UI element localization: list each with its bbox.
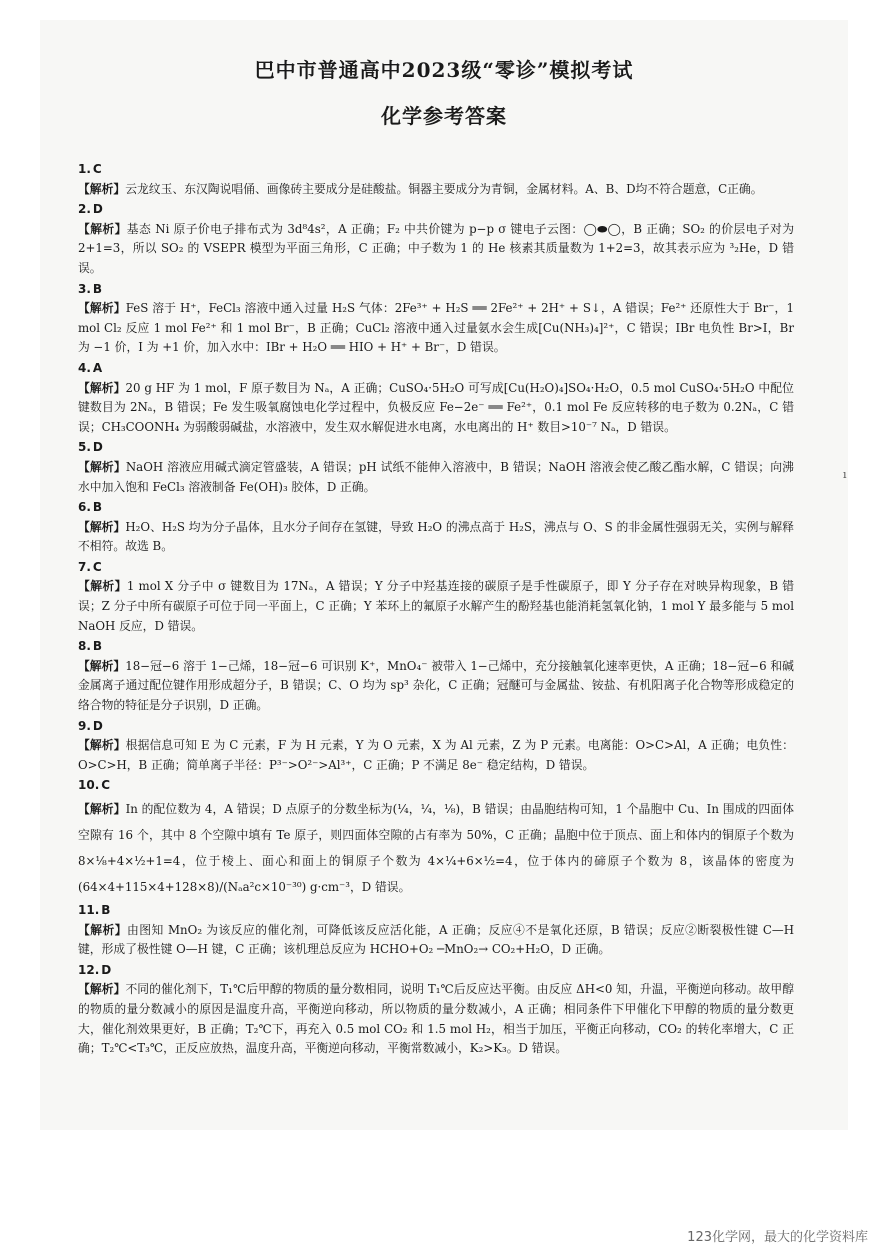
- question-8: [78, 637, 794, 715]
- answer-letter: C: [101, 778, 111, 793]
- answer-list: [78, 160, 794, 1060]
- explanation-label: 【解析】: [78, 519, 126, 534]
- question-number: 12.: [78, 962, 100, 977]
- answer-letter: D: [92, 202, 103, 217]
- explanation-text: FeS 溶于 H⁺，FeCl₃ 溶液中通入过量 H₂S 气体：2Fe³⁺ + H₂S ══ 2Fe²⁺ + 2H⁺ + S↓，A 错误；Fe²⁺ 还原性大于 Br⁻，1 mol Cl₂ 反应 1 mol Fe²⁺ 和 1 mol Br⁻，B 正确；CuCl₂ 溶液中通入过量氨水会生成[Cu(NH₃)₄]²⁺，C 错误；IBr 电负性 Br>I，Br 为 −1 价，I 为 +1 价，加入水中：IBr + H₂O ══ HIO + H⁺ + Br⁻，D 错误。: [78, 301, 794, 355]
- explanation-text: 1 mol X 分子中 σ 键数目为 17Nₐ，A 错误；Y 分子中羟基连接的碳原子是手性碳原子，即 Y 分子存在对映异构现象，B 错误；Z 分子中所有碳原子可位于同一平面上，C 正确；Y 苯环上的氟原子水解产生的酚羟基也能消耗氢氧化钠，1 mol Y 最多能与 5 mol NaOH 反应，D 错误。: [78, 579, 794, 633]
- explanation-text: H₂O、H₂S 均为分子晶体，且水分子间存在氢键，导致 H₂O 的沸点高于 H₂S，沸点与 O、S 的非金属性强弱无关，实例与解释不相符。故选 B。: [78, 519, 794, 554]
- explanation-label: 【解析】: [78, 221, 127, 236]
- explanation-label: 【解析】: [78, 380, 126, 395]
- question-number: 6.: [78, 500, 91, 515]
- explanation-text: 不同的催化剂下，T₁℃后甲醇的物质的量分数相同，说明 T₁℃后反应达平衡。由反应 ΔH<0 知，升温，平衡逆向移动。故甲醇的物质的量分数减小的原因是温度升高，平衡逆向移动，所以物质的量分数减小，A 正确；相同条件下甲催化下甲醇的物质的量分数更大，催化剂效果更好，B 正确；T₂℃下，再充入 0.5 mol CO₂ 和 1.5 mol H₂，相当于加压，平衡正向移动，CO₂ 的转化率增大，C 正确；T₂℃<T₃℃，正反应放热，温度升高，平衡逆向移动，平衡常数减小，K₂>K₃。D 错误。: [78, 982, 794, 1056]
- answer-letter: D: [92, 440, 103, 455]
- question-11: [78, 901, 794, 960]
- question-10: [78, 776, 794, 900]
- answer-letter: C: [92, 162, 102, 176]
- question-6: [78, 498, 794, 557]
- explanation-label: 【解析】: [78, 658, 126, 673]
- question-7: [78, 558, 794, 636]
- answer-letter: B: [92, 500, 103, 515]
- explanation-label: 【解析】: [78, 181, 126, 196]
- question-number: 8.: [78, 639, 91, 654]
- answer-letter: B: [92, 281, 103, 296]
- explanation-text: 基态 Ni 原子价电子排布式为 3d⁸4s²，A 正确；F₂ 中共价键为 p−p σ 键电子云图：◯⬬◯，B 正确；SO₂ 的价层电子对为 2+1=3，所以 SO₂ 的 VSEPR 模型为平面三角形，C 正确；中子数为 1 的 He 核素其质量数为 1+2=3，故其表示应为 ³₂He，D 错误。: [78, 221, 794, 275]
- question-5: [78, 438, 794, 497]
- question-number: 4.: [78, 360, 91, 375]
- page-subtitle: 化学参考答案: [381, 104, 507, 128]
- question-9: [78, 717, 794, 776]
- page-title: 巴中市普通高中2023级“零诊”模拟考试: [254, 58, 634, 82]
- question-2: [78, 200, 794, 278]
- question-1: [78, 160, 794, 199]
- explanation-text: 20 g HF 为 1 mol，F 原子数目为 Nₐ，A 正确；CuSO₄·5H₂O 可写成[Cu(H₂O)₄]SO₄·H₂O，0.5 mol CuSO₄·5H₂O 中配位键数目为 2Nₐ，B 错误；Fe 发生吸氧腐蚀电化学过程中，负极反应 Fe−2e⁻ ══ Fe²⁺，0.1 mol Fe 反应转移的电子数为 0.2Nₐ，C 错误；CH₃COONH₄ 为弱酸弱碱盐，水溶液中，发生双水解促进水电离，水电离出的 H⁺ 数目>10⁻⁷ Nₐ，D 错误。: [78, 380, 794, 434]
- answer-letter: D: [101, 962, 112, 977]
- question-number: 9.: [78, 718, 91, 733]
- question-number: 1.: [78, 162, 91, 176]
- question-3: [78, 280, 794, 358]
- question-4: [78, 359, 794, 437]
- answer-letter: D: [92, 718, 103, 733]
- explanation-text: 18−冠−6 溶于 1−己烯，18−冠−6 可识别 K⁺，MnO₄⁻ 被带入 1−己烯中，充分接触氧化速率更快，A 正确；18−冠−6 和碱金属离子通过配位键作用形成超分子，B 错误；C、O 均为 sp³ 杂化，C 正确；冠醚可与金属盐、铵盐、有机阳离子化合物等形成稳定的络合物的特征是分子识别，D 正确。: [78, 658, 794, 713]
- explanation-text: 根据信息可知 E 为 C 元素，F 为 H 元素，Y 为 O 元素，X 为 Al 元素，Z 为 P 元素。电离能：O>C>Al，A 正确；电负性：O>C>H，B 正确；简单离子半径：P³⁻>O²⁻>Al³⁺，C 正确；P 不满足 8e⁻ 稳定结构，D 错误。: [78, 738, 794, 772]
- answer-letter: B: [92, 639, 103, 654]
- explanation-text: NaOH 溶液应用碱式滴定管盛装，A 错误；pH 试纸不能伸入溶液中，B 错误；NaOH 溶液会使乙酸乙酯水解，C 错误；向沸水中加入饱和 FeCl₃ 溶液制备 Fe(OH)₃ 胶体，D 正确。: [78, 459, 794, 494]
- answer-letter: B: [101, 903, 111, 917]
- explanation-text: In 的配位数为 4，A 错误；D 点原子的分数坐标为(¼，¼，⅛)，B 错误；由晶胞结构可知，1 个晶胞中 Cu、In 围成的四面体空隙有 16 个，其中 8 个空隙中填有 Te 原子，则四面体空隙的占有率为 50%，C 正确；晶胞中位于顶点、面上和体内的铜原子个数为 8×⅛+4×½+1=4，位于棱上、面心和面上的铜原子个数为 4×¼+6×½=4，位于体内的碲原子个数为 8，该晶体的密度为 (64×4+115×4+128×8)/(Nₐa²c×10⁻³⁰) g·cm⁻³，D 错误。: [78, 802, 794, 894]
- question-number: 11.: [78, 903, 100, 917]
- explanation-text: 由图知 MnO₂ 为该反应的催化剂，可降低该反应活化能，A 正确；反应④不是氧化还原，B 错误；反应②断裂极性键 C—H 键，形成了极性键 O—H 键，C 正确；该机理总反应为 HCHO+O₂ ─MnO₂→ CO₂+H₂O，D 正确。: [78, 922, 794, 957]
- margin-mark: ı: [843, 468, 847, 481]
- explanation-label: 【解析】: [78, 922, 128, 937]
- question-number: 2.: [78, 202, 91, 217]
- question-number: 7.: [78, 559, 91, 574]
- explanation-label: 【解析】: [78, 579, 127, 594]
- footer-source-text: 123化学网，最大的化学资料库: [687, 1230, 868, 1245]
- answer-letter: C: [92, 559, 102, 574]
- explanation-text: 云龙纹玉、东汉陶说唱俑、画像砖主要成分是硅酸盐。铜器主要成分为青铜，金属材料。A、B、D均不符合题意，C正确。: [125, 181, 763, 196]
- question-number: 3.: [78, 281, 91, 296]
- explanation-label: 【解析】: [78, 802, 126, 816]
- question-12: [78, 961, 794, 1059]
- explanation-label: 【解析】: [78, 459, 126, 474]
- explanation-label: 【解析】: [78, 982, 126, 997]
- question-number: 10.: [78, 778, 100, 793]
- explanation-label: 【解析】: [78, 301, 126, 316]
- answer-letter: A: [92, 360, 103, 375]
- question-number: 5.: [78, 440, 91, 455]
- explanation-label: 【解析】: [78, 738, 126, 753]
